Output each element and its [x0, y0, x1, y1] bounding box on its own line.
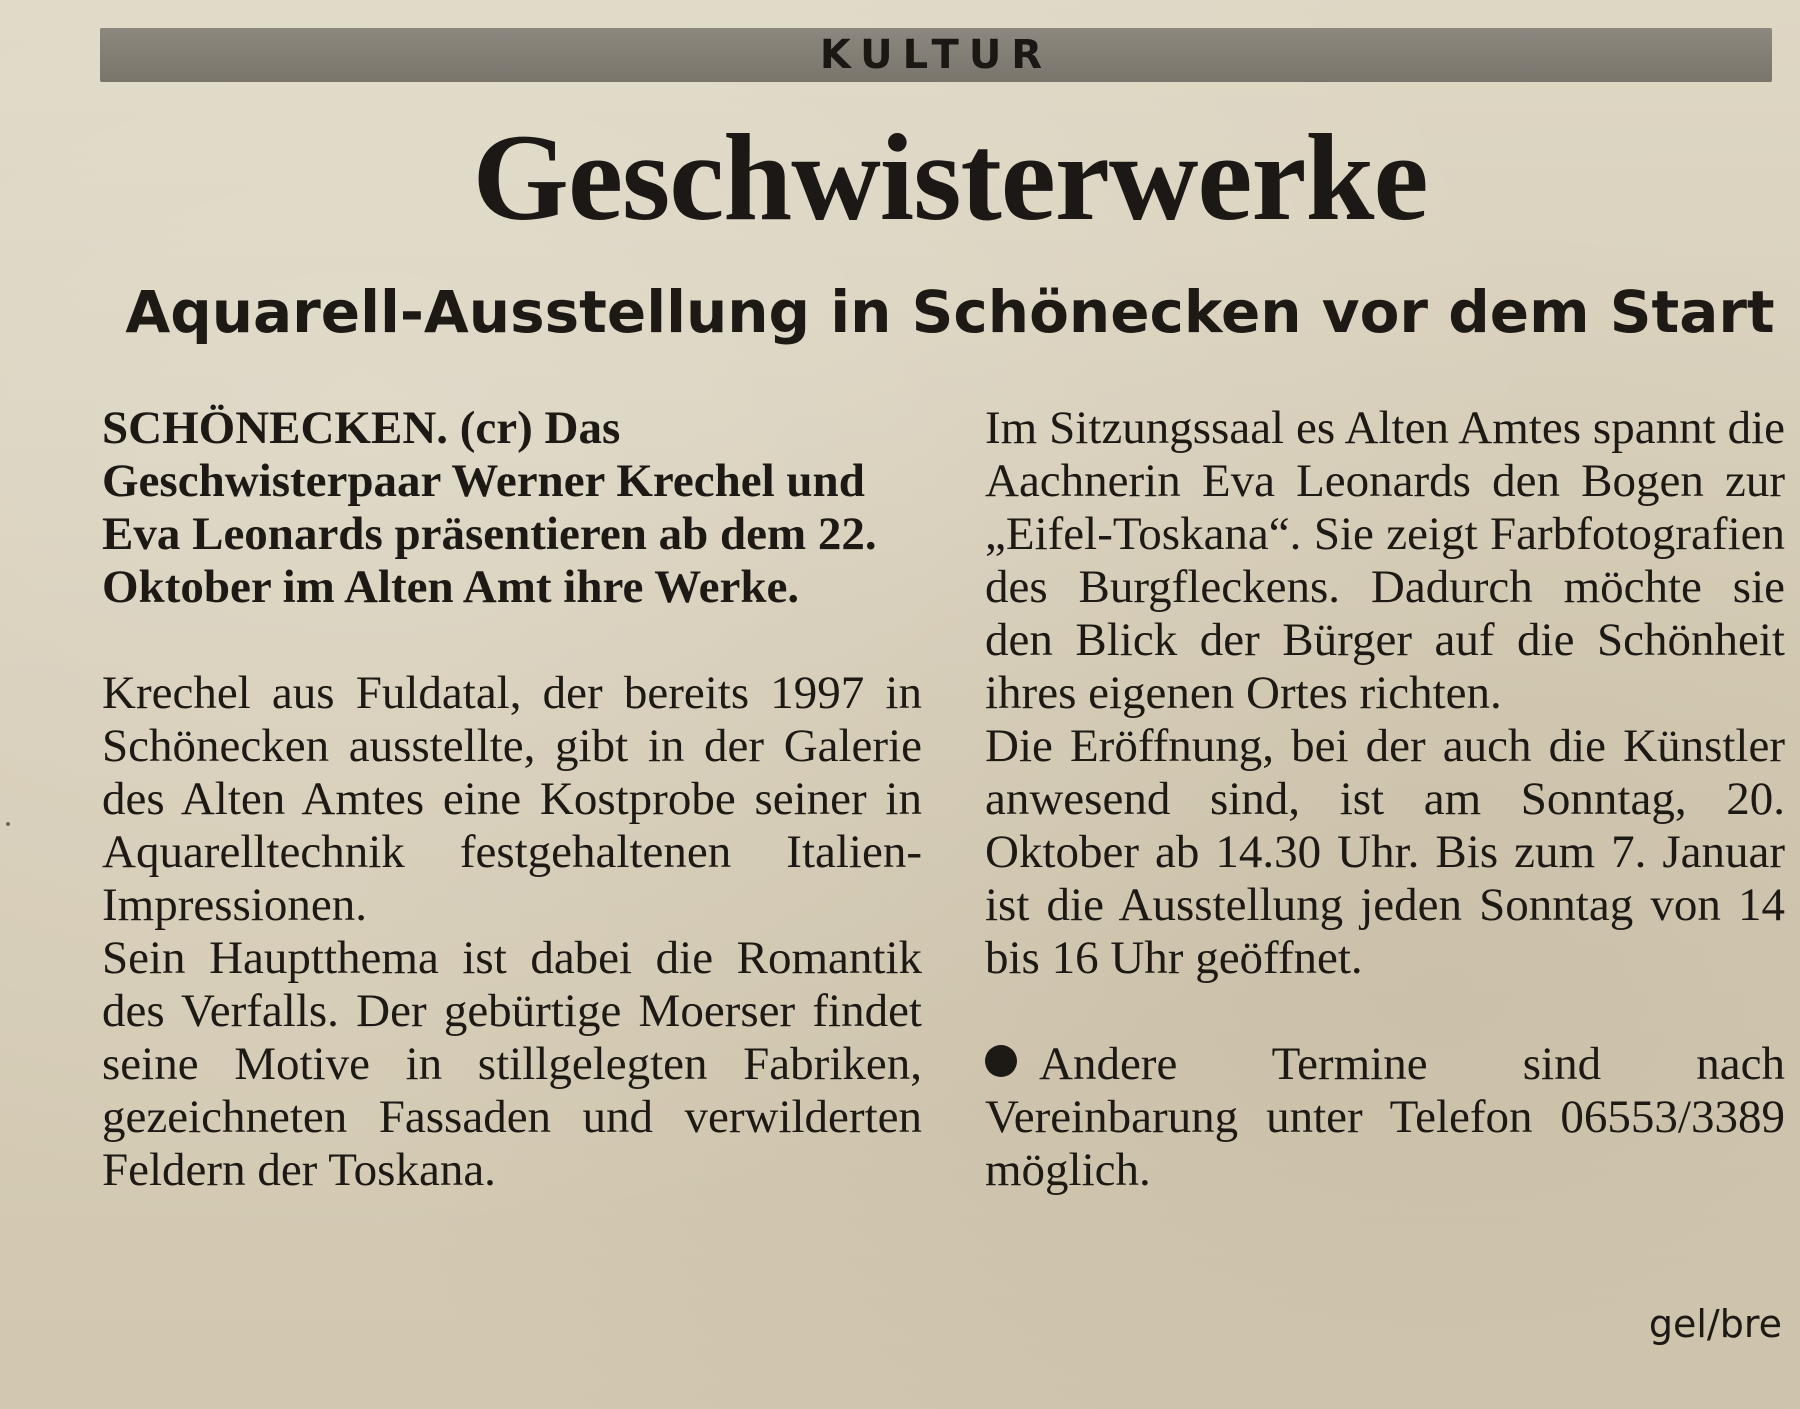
- bullet-icon: [985, 1045, 1017, 1077]
- article-paragraph: Krechel aus Fuldatal, der bereits 1997 in Schönecken ausstellte, gibt in der Galerie des Alten Amtes eine Kostprobe seiner in Aquarelltechnik festgehaltenen Italien-Impressionen.: [102, 667, 922, 931]
- author-credit: gel/bre: [1648, 1302, 1782, 1346]
- article-lead: SCHÖNECKEN. (cr) Das Geschwisterpaar Werner Krechel und Eva Leonards präsentieren ab dem 22. Oktober im Alten Amt ihre Werke.: [102, 402, 877, 613]
- section-label: KULTUR: [819, 32, 1053, 78]
- article-paragraph: Im Sitzungssaal es Alten Amtes spannt die Aachnerin Eva Leonards den Bogen zur „Eifel-Toskana“. Sie zeigt Farbfotografien des Burgfleckens. Dadurch möchte sie den Blick der Bürger auf die Schönheit ihres eigenen Ortes richten.: [985, 402, 1785, 719]
- info-note-text: Andere Termine sind nach Vereinbarung unter Telefon 06553/3389 möglich.: [985, 1038, 1785, 1196]
- paragraph-gap: [985, 985, 1785, 1038]
- article-paragraph: Sein Hauptthema ist dabei die Romantik des Verfalls. Der gebürtige Moerser findet seine Motive in stillgelegten Fabriken, gezeichneten Fassaden und verwilderten Feldern der Toskana.: [102, 932, 922, 1196]
- paper-speck: [6, 822, 10, 826]
- info-note: [985, 1038, 1785, 1197]
- article-column-left: [102, 402, 922, 1197]
- subheadline: Aquarell-Ausstellung in Schönecken vor dem Start: [125, 278, 1775, 346]
- article-paragraph: Die Eröffnung, bei der auch die Künstler anwesend sind, ist am Sonntag, 20. Oktober ab 14.30 Uhr. Bis zum 7. Januar ist die Ausstellung jeden Sonntag von 14 bis 16 Uhr geöffnet.: [985, 720, 1785, 984]
- article-column-right: [985, 402, 1785, 1197]
- headline: Geschwisterwerke: [472, 109, 1428, 246]
